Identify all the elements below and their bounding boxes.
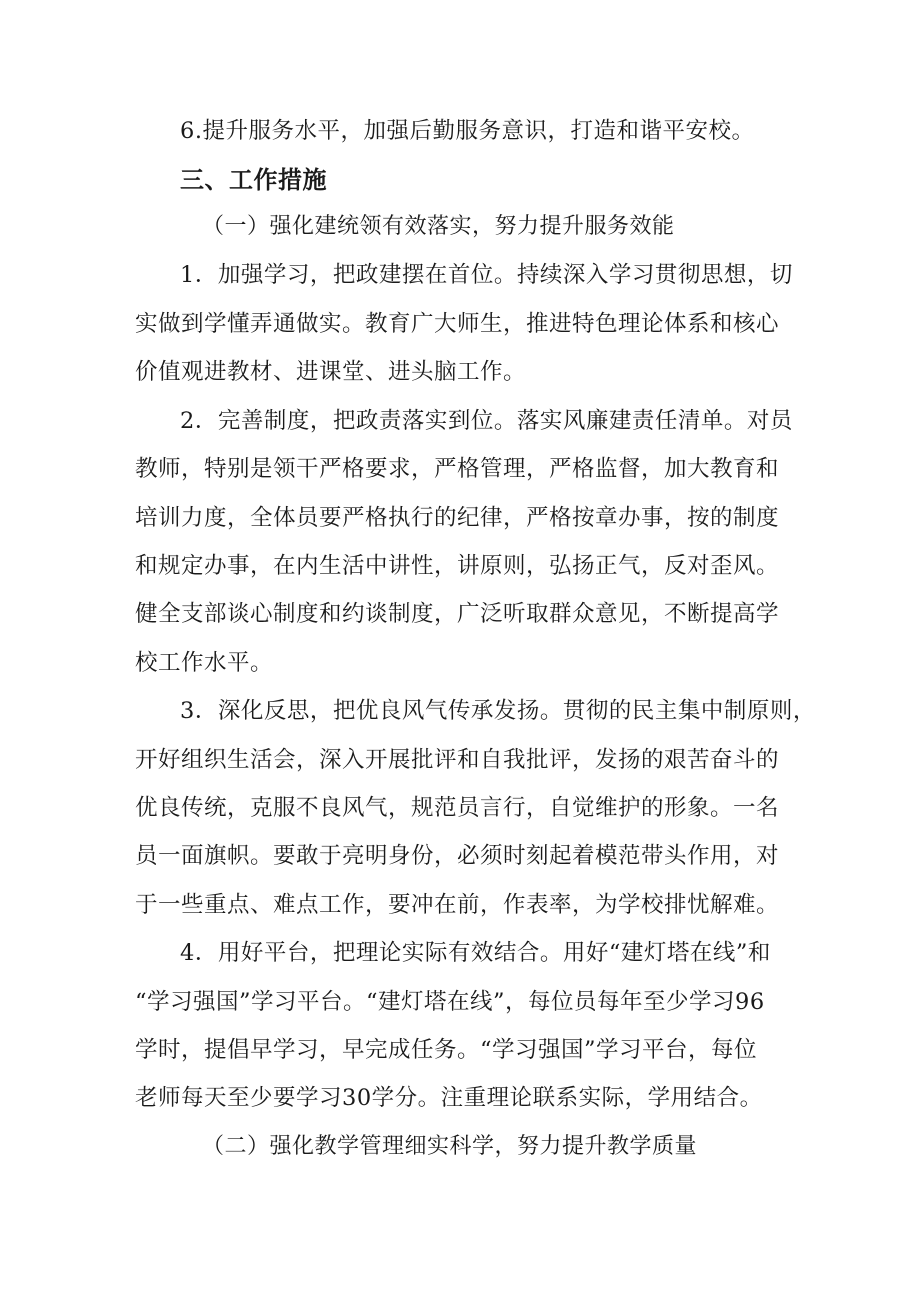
paragraph-line: 实做到学懂弄通做实。教育广大师生，推进特色理论体系和核心 <box>135 311 780 337</box>
paragraph-line: 开好组织生活会，深入开展批评和自我批评，发扬的艰苦奋斗的 <box>135 747 780 773</box>
paragraph-line: 校工作水平。 <box>135 650 274 676</box>
paragraph-item-6: 6.提升服务水平，加强后勤服务意识，打造和谐平安校。 <box>180 118 755 144</box>
paragraph-line: 健全支部谈心制度和约谈制度，广泛听取群众意见，不断提高学 <box>135 601 780 627</box>
paragraph-line: “学习强国”学习平台。“建灯塔在线”，每位员每年至少学习96 <box>135 989 765 1015</box>
paragraph-line: 1．加强学习，把政建摆在首位。持续深入学习贯彻思想，切 <box>180 262 793 288</box>
subheading-2: （二）强化教学管理细实科学，努力提升教学质量 <box>202 1134 698 1159</box>
paragraph-line: 2．完善制度，把政责落实到位。落实风廉建责任清单。对员 <box>180 408 793 434</box>
paragraph-line: 价值观进教材、进课堂、进头脑工作。 <box>135 359 527 385</box>
paragraph-line: 4．用好平台，把理论实际有效结合。用好“建灯塔在线”和 <box>180 940 771 966</box>
paragraph-line: 学时，提倡早学习，早完成任务。“学习强国”学习平台，每位 <box>135 1037 758 1063</box>
paragraph-line: 老师每天至少要学习30学分。注重理论联系实际，学用结合。 <box>135 1085 763 1111</box>
paragraph-line: 3．深化反思，把优良风气传承发扬。贯彻的民主集中制原则， <box>180 698 816 724</box>
subheading-1: （一）强化建统领有效落实，努力提升服务效能 <box>202 214 675 239</box>
paragraph-line: 培训力度，全体员要严格执行的纪律，严格按章办事，按的制度 <box>135 505 780 531</box>
paragraph-line: 员一面旗帜。要敢于亮明身份，必须时刻起着模范带头作用，对 <box>135 843 780 869</box>
paragraph-line: 和规定办事，在内生活中讲性，讲原则，弘扬正气，反对歪风。 <box>135 553 780 579</box>
section-heading-measures: 三、工作措施 <box>180 166 327 194</box>
paragraph-line: 教师，特别是领干严格要求，严格管理，严格监督，加大教育和 <box>135 456 780 482</box>
paragraph-line: 于一些重点、难点工作，要冲在前，作表率，为学校排忧解难。 <box>135 892 780 918</box>
paragraph-line: 优良传统，克服不良风气，规范员言行，自觉维护的形象。一名 <box>135 795 780 821</box>
